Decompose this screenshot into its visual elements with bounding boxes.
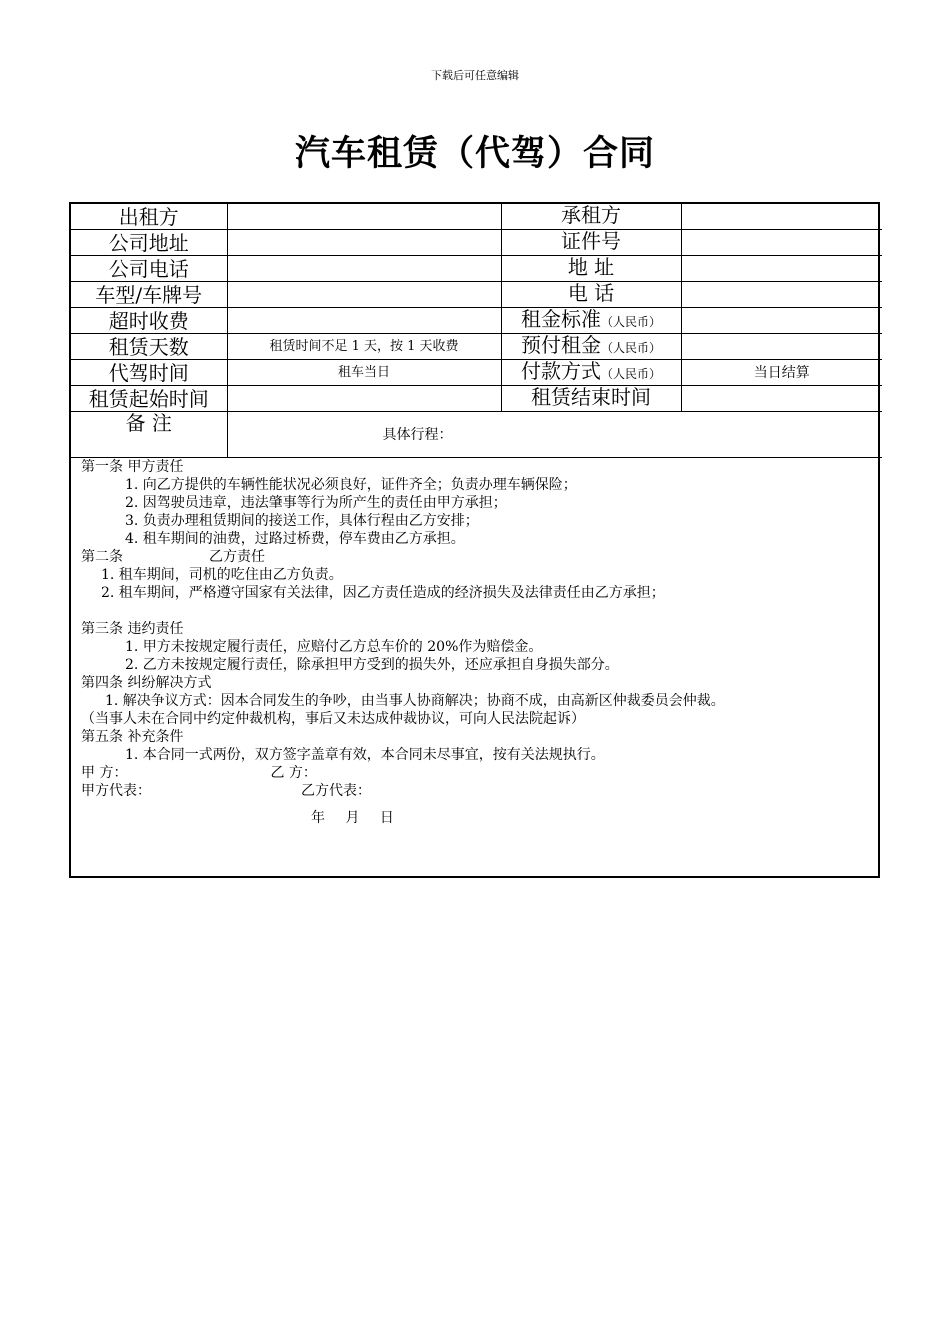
article-3-item: 2. 乙方未按规定履行责任，除承担甲方受到的损失外，还应承担自身损失部分。 [125,657,619,673]
article-2-heading [81,548,878,566]
article-4-note: （当事人未在合同中约定仲裁机构，事后又未达成仲裁协议，可向人民法院起诉） [81,711,585,727]
row-label [501,308,681,334]
table-row [71,386,882,412]
article-5-title: 第五条 补充条件 [81,729,184,745]
article-4-title: 第四条 纠纷解决方式 [81,675,212,691]
remark-label: 备 注 [71,412,227,458]
row-value[interactable] [681,256,882,282]
article-3-title: 第三条 违约责任 [81,621,184,637]
rep-b-label: 乙方代表： [301,783,371,799]
party-a-label: 甲 方： [81,765,128,781]
unit-note: （人民币） [600,367,661,381]
article-1-item: 1. 向乙方提供的车辆性能状况必须良好，证件齐全；负责办理车辆保险； [125,477,577,493]
row-label-text: 证件号 [561,229,621,253]
row-value[interactable] [681,334,882,360]
table-row [71,256,882,282]
article-1-title: 第一条 甲方责任 [81,459,184,475]
row-label: 代驾时间 [71,360,227,386]
spacer [81,602,878,620]
article-2-number: 第二条 [81,549,123,565]
row-label-text: 承租方 [561,204,621,227]
contract-info-table [71,204,882,458]
row-value[interactable] [681,386,882,412]
row-value[interactable] [681,204,882,230]
row-value[interactable] [681,230,882,256]
row-label: 车型/车牌号 [71,282,227,308]
row-value[interactable] [227,386,501,412]
row-label: 租赁起始时间 [71,386,227,412]
article-1-item: 2. 因驾驶员违章，违法肇事等行为所产生的责任由甲方承担； [125,495,507,511]
article-3-item: 1. 甲方未按规定履行责任，应赔付乙方总车价的 20%作为赔偿金。 [125,639,543,655]
row-value[interactable]: 租车当日 [227,360,501,386]
table-row [71,360,882,386]
row-value[interactable]: 租赁时间不足 1 天，按 1 天收费 [227,334,501,360]
article-2-item: 1. 租车期间，司机的吃住由乙方负责。 [101,567,343,583]
row-value[interactable] [227,282,501,308]
representative-line [81,782,878,800]
row-label [501,360,681,386]
row-label: 出租方 [71,204,227,230]
contract-form [69,202,880,878]
article-4-item: 1. 解决争议方式：因本合同发生的争吵，由当事人协商解决；协商不成，由高新区仲裁委员会仲裁。 [105,693,725,709]
row-label-text: 租赁结束时间 [531,385,651,409]
unit-note: （人民币） [600,315,661,329]
row-label [501,334,681,360]
party-b-label: 乙 方： [270,765,317,781]
row-label [501,386,681,412]
row-value[interactable] [681,308,882,334]
article-5-item: 1. 本合同一式两份，双方签字盖章有效，本合同未尽事宜，按有关法规执行。 [125,747,605,763]
document-title: 汽车租赁（代驾）合同 [294,134,655,174]
row-label [501,282,681,308]
row-value[interactable] [681,282,882,308]
contract-info-rows [71,204,882,458]
row-label: 超时收费 [71,308,227,334]
row-value[interactable] [227,204,501,230]
row-label [501,230,681,256]
unit-note: （人民币） [600,341,661,355]
article-1-item: 4. 租车期间的油费，过路过桥费，停车费由乙方承担。 [125,531,465,547]
contract-terms [71,458,878,827]
table-row [71,308,882,334]
row-label [501,256,681,282]
row-label-text: 付款方式 [520,359,601,383]
rep-a-label: 甲方代表： [81,783,151,799]
party-line [81,764,878,782]
remark-row [71,412,882,458]
header-note: 下载后可任意编辑 [431,69,519,82]
table-row [71,282,882,308]
row-label-text: 预付租金 [520,333,601,357]
remark-content[interactable] [227,412,882,458]
itinerary-label: 具体行程： [382,427,453,443]
table-row [71,204,882,230]
row-label-text: 租金标准 [520,307,601,331]
article-2-item: 2. 租车期间，严格遵守国家有关法律，因乙方责任造成的经济损失及法律责任由乙方承担； [101,585,665,601]
table-row [71,230,882,256]
row-label-text: 地 址 [567,255,615,279]
row-label [501,204,681,230]
row-value[interactable] [227,256,501,282]
article-1-item: 3. 负责办理租赁期间的接送工作，具体行程由乙方安排； [125,513,479,529]
row-value[interactable] [227,308,501,334]
row-label: 公司电话 [71,256,227,282]
row-label-text: 电 话 [567,281,615,305]
row-label: 租赁天数 [71,334,227,360]
article-2-title: 乙方责任 [209,549,265,565]
row-value[interactable]: 当日结算 [681,360,882,386]
signing-date: 年 月 日 [311,810,394,826]
table-row [71,334,882,360]
row-value[interactable] [227,230,501,256]
row-label: 公司地址 [71,230,227,256]
